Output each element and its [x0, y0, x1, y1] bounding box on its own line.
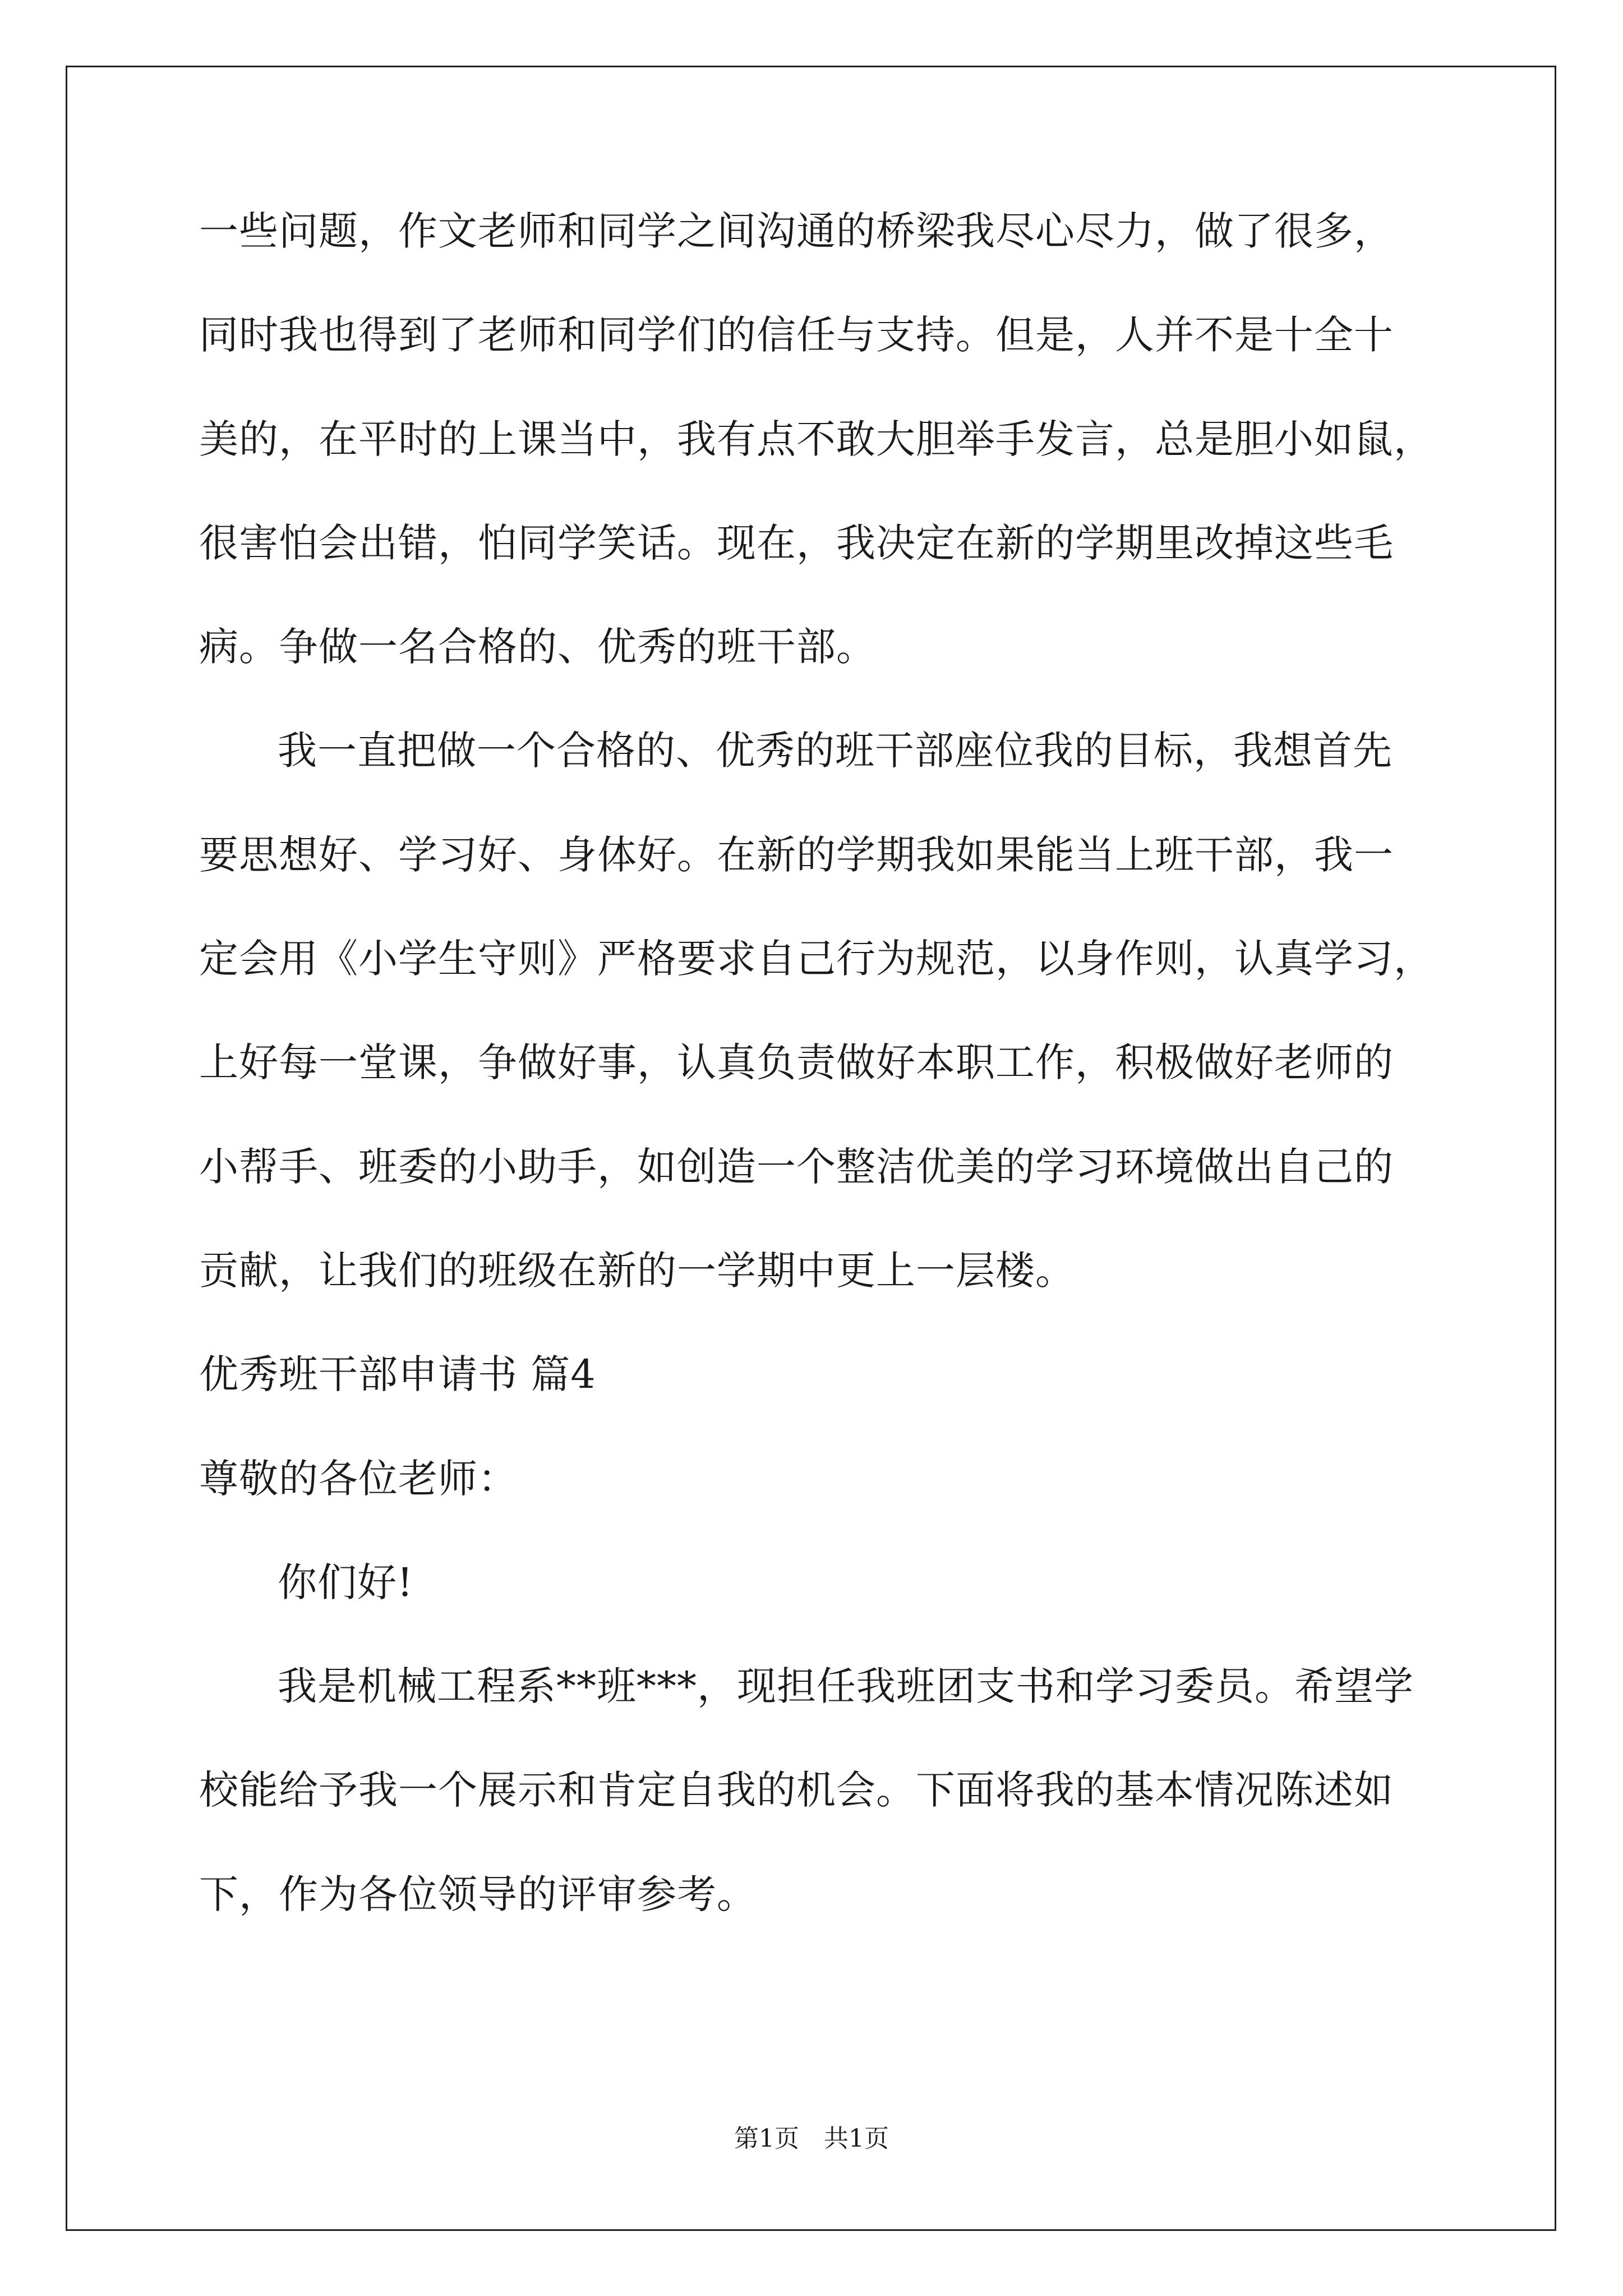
- text-line: 美的，在平时的上课当中，我有点不敢大胆举手发言，总是胆小如鼠，: [199, 416, 1433, 462]
- text-line: 校能给予我一个展示和肯定自我的机会。下面将我的基本情况陈述如: [199, 1767, 1394, 1814]
- text-line: 我一直把做一个合格的、优秀的班干部座位我的目标，我想首先: [278, 728, 1393, 774]
- text-line: 上好每一堂课，争做好事，认真负责做好本职工作，积极做好老师的: [199, 1039, 1394, 1086]
- text-line: 小帮手、班委的小助手，如创造一个整洁优美的学习环境做出自己的: [199, 1143, 1394, 1190]
- greeting: 你们好!: [278, 1559, 414, 1605]
- text-line: 要思想好、学习好、身体好。在新的学期我如果能当上班干部，我一: [199, 831, 1394, 878]
- text-line: 定会用《小学生守则》严格要求自己行为规范，以身作则，认真学习，: [199, 936, 1433, 982]
- page-number: 第1页 共1页: [734, 2124, 889, 2153]
- text-line: 下，作为各位领导的评审参考。: [199, 1871, 757, 1917]
- text-line: 我是机械工程系**班***，现担任我班团支书和学习委员。希望学: [278, 1663, 1414, 1710]
- text-line: 病。争做一名合格的、优秀的班干部。: [199, 624, 876, 670]
- document-body: [199, 206, 1433, 1973]
- salutation: 尊敬的各位老师：: [199, 1455, 518, 1502]
- section-heading: 优秀班干部申请书 篇4: [199, 1351, 596, 1398]
- page-footer: [0, 2123, 1623, 2155]
- text-line: 同时我也得到了老师和同学们的信任与支持。但是，人并不是十全十: [199, 312, 1394, 358]
- text-line: 一些问题，作文老师和同学之间沟通的桥梁我尽心尽力，做了很多，: [199, 208, 1394, 254]
- text-line: 贡献，让我们的班级在新的一学期中更上一层楼。: [199, 1247, 1075, 1294]
- text-line: 很害怕会出错，怕同学笑话。现在，我决定在新的学期里改掉这些毛: [199, 519, 1394, 566]
